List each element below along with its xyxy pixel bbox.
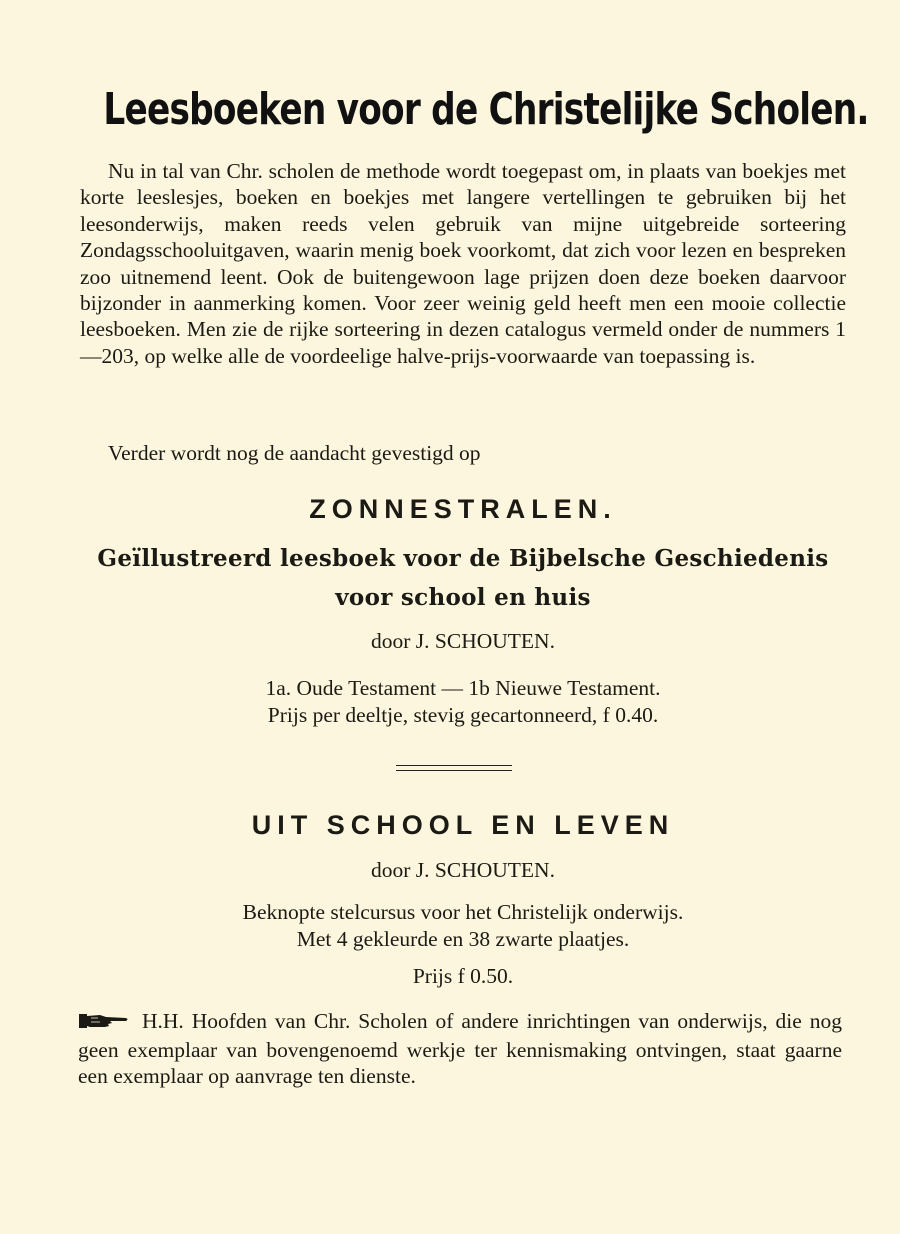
book2-description-line2: Met 4 gekleurde en 38 zwarte plaatjes. xyxy=(296,927,630,951)
book2-price: Prijs f 0.50. xyxy=(412,964,514,988)
book1-subtitle-line2: voor school en huis xyxy=(335,584,591,611)
pointing-hand-icon xyxy=(78,1010,130,1037)
book2-title: UIT SCHOOL EN LEVEN xyxy=(251,810,675,840)
book1-author: door J. SCHOUTEN. xyxy=(371,629,555,653)
divider-line-bottom xyxy=(396,770,512,771)
book2-description-line1: Beknopte stelcursus voor het Christelijk onderwijs. xyxy=(242,900,684,924)
book1-volumes: 1a. Oude Testament — 1b Nieuwe Testament. xyxy=(265,676,661,700)
note-paragraph xyxy=(78,1008,842,1090)
divider-line-top xyxy=(396,765,512,766)
book2-author: door J. SCHOUTEN. xyxy=(371,858,555,882)
intro-paragraph: Nu in tal van Chr. scholen de methode wordt toegepast om, in plaats van boekjes met korte leeslesjes, boeken en boekjes met langere vertellingen te gebruiken bij het leesonderwijs, maken reeds velen gebruik van mijne uitgebreide sorteering Zondagsschooluitgaven, waarin menig boek voorkomt, dat zich voor lezen en bespreken zoo uitnemend leent. Ook de buitengewoon lage prijzen doen deze boeken daarvoor bijzonder in aanmerking komen. Voor zeer weinig geld heeft men een mooie collectie leesboeken. Men zie de rijke sorteering in dezen catalogus vermeld onder de nummers 1—203, op welke alle de voordeelige halve-prijs-voorwaarde van toepassing is. xyxy=(80,159,846,368)
note-text: H.H. Hoofden van Chr. Scholen of andere inrichtingen van onderwijs, die nog geen exemplaar van bovengenoemd werkje ter kennismaking ontvingen, staat gaarne een exemplaar op aanvrage ten dienste. xyxy=(78,1009,842,1089)
attention-line: Verder wordt nog de aandacht gevestigd op xyxy=(108,441,481,465)
book1-title: ZONNESTRALEN. xyxy=(309,494,617,524)
page-title: Leesboeken voor de Christelijke Scholen. xyxy=(103,84,869,135)
book1-price: Prijs per deeltje, stevig gecartonneerd, f 0.40. xyxy=(267,703,659,727)
book1-subtitle-line1: Geïllustreerd leesboek voor de Bijbelsche Geschiedenis xyxy=(97,545,829,572)
